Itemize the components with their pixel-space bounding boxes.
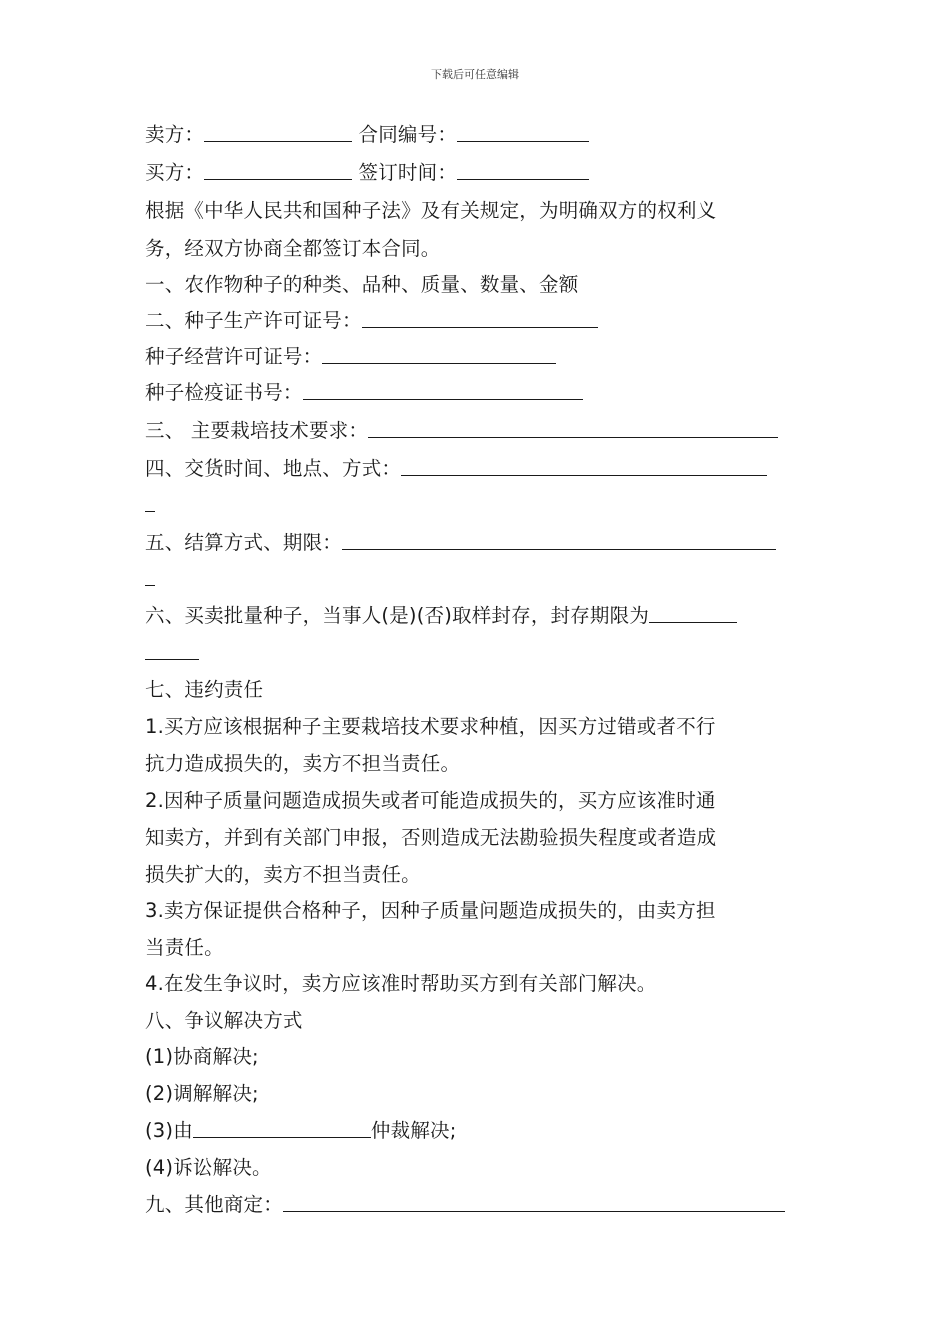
liability-3-line-1: 3.卖方保证提供合格种子，因种子质量问题造成损失的，由卖方担 <box>145 899 716 922</box>
section-5-continuation <box>145 567 155 591</box>
section-1: 一、农作物种子的种类、品种、质量、数量、金额 <box>145 273 579 296</box>
liability-3-line-2: 当责任。 <box>145 936 224 959</box>
dispute-option-1: (1)协商解决; <box>145 1045 259 1068</box>
liability-2-line-1: 2.因种子质量问题造成损失或者可能造成损失的，买方应该准时通 <box>145 789 716 812</box>
liability-1-line-2: 抗力造成损失的，卖方不担当责任。 <box>145 752 461 775</box>
quarantine-blank[interactable] <box>303 381 583 400</box>
delivery-blank[interactable] <box>401 457 767 476</box>
page-header: 下载后可任意编辑 <box>431 68 519 81</box>
sign-time-blank[interactable] <box>457 161 589 180</box>
buyer-blank[interactable] <box>204 161 352 180</box>
settlement-blank[interactable] <box>342 531 776 550</box>
sealing-period-blank-cont[interactable] <box>145 641 199 660</box>
production-license-blank[interactable] <box>362 309 598 328</box>
preamble-line-1: 根据《中华人民共和国种子法》及有关规定，为明确双方的权利义 <box>145 199 717 222</box>
business-license-blank[interactable] <box>322 345 556 364</box>
quarantine-line: 种子检疫证书号： <box>145 381 583 405</box>
section-6-continuation <box>145 641 199 665</box>
other-terms-blank[interactable] <box>283 1193 785 1212</box>
section-9: 九、其他商定： <box>145 1193 785 1217</box>
arbitration-body-blank[interactable] <box>193 1119 371 1138</box>
liability-2-line-3: 损失扩大的，卖方不担当责任。 <box>145 863 421 886</box>
liability-4: 4.在发生争议时，卖方应该准时帮助买方到有关部门解决。 <box>145 972 657 995</box>
section-4: 四、交货时间、地点、方式： <box>145 457 767 481</box>
delivery-blank-cont[interactable] <box>145 493 155 512</box>
section-3: 三、 主要栽培技术要求： <box>145 419 778 443</box>
business-license-line: 种子经营许可证号： <box>145 345 556 369</box>
contract-no-blank[interactable] <box>457 123 589 142</box>
liability-1-line-1: 1.买方应该根据种子主要栽培技术要求种植，因买方过错或者不行 <box>145 715 716 738</box>
section-8: 八、争议解决方式 <box>145 1009 303 1032</box>
section-7: 七、违约责任 <box>145 678 264 701</box>
settlement-blank-cont[interactable] <box>145 567 155 586</box>
dispute-option-2: (2)调解解决; <box>145 1082 259 1105</box>
section-5: 五、结算方式、期限： <box>145 531 776 555</box>
dispute-option-4: (4)诉讼解决。 <box>145 1156 272 1179</box>
section-6: 六、买卖批量种子，当事人(是)(否)取样封存，封存期限为 <box>145 604 737 628</box>
seller-blank[interactable] <box>204 123 352 142</box>
section-2: 二、种子生产许可证号： <box>145 309 598 333</box>
cultivation-requirements-blank[interactable] <box>368 419 778 438</box>
sealing-period-blank[interactable] <box>649 604 737 623</box>
preamble-line-2: 务，经双方协商全都签订本合同。 <box>145 237 441 260</box>
buyer-line: 买方： 签订时间： <box>145 161 589 185</box>
liability-2-line-2: 知卖方，并到有关部门申报，否则造成无法勘验损失程度或者造成 <box>145 826 717 849</box>
section-4-continuation <box>145 493 155 517</box>
dispute-option-3: (3)由 仲裁解决; <box>145 1119 457 1142</box>
seller-line: 卖方： 合同编号： <box>145 123 589 147</box>
